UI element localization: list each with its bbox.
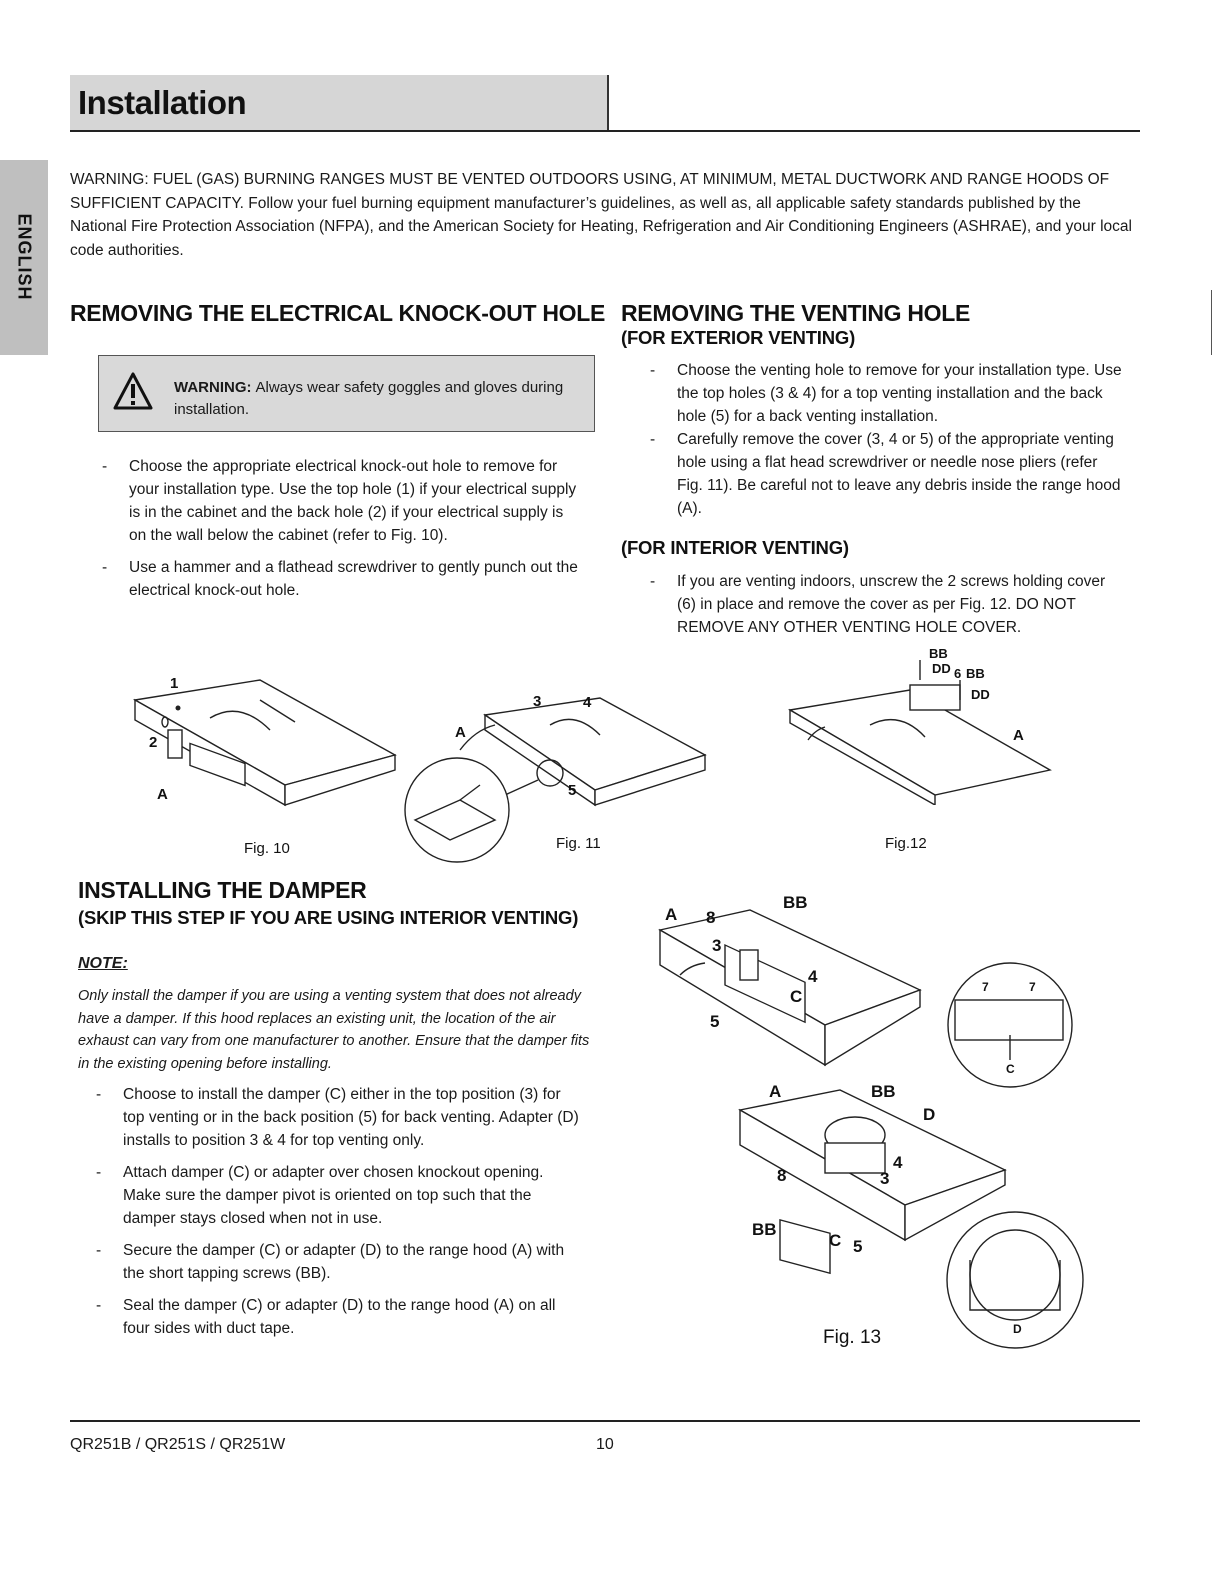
fig11-label-5: 5 (568, 782, 577, 799)
bullet-dash: - (102, 458, 108, 475)
fig13-top-label-c: C (790, 987, 803, 1006)
list-item-text: Choose to install the damper (C) either in the top position (3) for top venting or in the back position (5) for back venting. Adapter (D) installs to position 3 & 4 for top venting only. (123, 1086, 579, 1149)
bullet-dash: - (650, 573, 656, 590)
fig10-label-2: 2 (149, 734, 158, 751)
fig13-inset-label-d: D (1013, 1322, 1022, 1336)
fig13-bottom-label-c: C (829, 1231, 842, 1250)
fig13-top-label-5: 5 (710, 1012, 720, 1031)
fig13-bottom-label-bb-2: BB (752, 1220, 777, 1239)
language-tab-label: ENGLISH (14, 213, 35, 301)
list-item (96, 1161, 581, 1230)
header-rule (70, 130, 1140, 132)
fig12-caption: Fig.12 (885, 835, 927, 852)
list-item (102, 556, 582, 602)
list-item-text: Carefully remove the cover (3, 4 or 5) of the appropriate venting hole using a flat head screwdriver or needle nose pliers (refer Fig. 11). Be careful not to leave any debris inside the range hood (A). (677, 431, 1121, 517)
fig13-top-label-8: 8 (706, 908, 716, 927)
list-item (96, 1294, 581, 1340)
venting-heading: REMOVING THE VENTING HOLE (621, 300, 971, 326)
fuel-warning-paragraph: WARNING: FUEL (GAS) BURNING RANGES MUST BE VENTED OUTDOORS USING, AT MINIMUM, METAL DUCTWORK AND RANGE HOODS OF SUFFICIENT CAPACITY. Follow your fuel burning equipment manufacturer’s guidelines, as well as, all applicable safety standards published by the National Fire Protection Association (NFPA), and the American Society for Heating, Refrigeration and Air Conditioning Engineers (ASHRAE), and your local code authorities. (70, 171, 1132, 259)
list-item (96, 1083, 581, 1152)
list-item-text: Use a hammer and a flathead screwdriver to gently punch out the electrical knock-out hole. (129, 559, 578, 599)
page-edge-mark (1211, 290, 1212, 355)
fig10-caption: Fig. 10 (244, 840, 290, 857)
fig13-top-label-4: 4 (808, 967, 818, 986)
damper-subheading: (SKIP THIS STEP IF YOU ARE USING INTERIOR VENTING) (78, 907, 579, 928)
fig12-label-6: 6 (954, 666, 962, 681)
fig11-label-a: A (455, 724, 466, 741)
list-item (650, 428, 1125, 520)
list-item (650, 359, 1125, 428)
fig12-label-bb-1: BB (929, 646, 948, 661)
fig11-label-4: 4 (583, 694, 592, 711)
fig13-inset-label-7a: 7 (982, 980, 989, 994)
warning-triangle-icon (112, 371, 154, 411)
list-item-text: Seal the damper (C) or adapter (D) to the range hood (A) on all four sides with duct tape. (123, 1297, 556, 1337)
knockout-heading: REMOVING THE ELECTRICAL KNOCK-OUT HOLE (70, 300, 606, 326)
bullet-dash: - (96, 1297, 102, 1314)
list-item-text: If you are venting indoors, unscrew the 2 screws holding cover (6) in place and remove the cover as per Fig. 12. DO NOT REMOVE ANY OTHER VENTING HOLE COVER. (677, 573, 1106, 636)
interior-venting-steps (650, 570, 1120, 639)
fig12-label-bb-2: BB (966, 666, 985, 681)
knockout-steps (102, 455, 582, 611)
fig13-bottom-label-bb: BB (871, 1082, 896, 1101)
bullet-dash: - (96, 1242, 102, 1259)
list-item-text: Attach damper (C) or adapter over chosen knockout opening. Make sure the damper pivot is oriented on top such that the damper stays closed when not in use. (123, 1164, 544, 1227)
fig12-label-dd-2: DD (971, 687, 990, 702)
bullet-dash: - (650, 431, 656, 448)
fig13-bottom-label-3: 3 (880, 1169, 890, 1188)
fig12-label-dd-1: DD (932, 661, 951, 676)
fig13-top-label-3: 3 (712, 936, 722, 955)
fig13-inset-label-c: C (1006, 1062, 1015, 1076)
note-text: Only install the damper if you are using a venting system that does not already have a damper. If this hood replaces an existing unit, the location of the air exhaust can vary from one manufacturer to another. Ensure that the damper fits in the existing opening before installing. (78, 988, 590, 1072)
list-item (650, 570, 1120, 639)
fig13-bottom-label-8: 8 (777, 1166, 787, 1185)
footer-rule (70, 1420, 1140, 1422)
footer-model-numbers: QR251B / QR251S / QR251W (70, 1436, 286, 1453)
exterior-venting-steps (650, 359, 1125, 520)
list-item (96, 1239, 581, 1285)
fig13-inset-label-7b: 7 (1029, 980, 1036, 994)
fig13-bottom-label-5: 5 (853, 1237, 863, 1256)
fig13-top-label-a: A (665, 905, 678, 924)
list-item-text: Secure the damper (C) or adapter (D) to the range hood (A) with the short tapping screws (BB). (123, 1242, 565, 1282)
fig13-caption: Fig. 13 (823, 1327, 882, 1348)
fig10-label-a: A (157, 786, 168, 803)
list-item (102, 455, 582, 547)
figure-11-illustration (400, 680, 710, 880)
bullet-dash: - (102, 559, 108, 576)
damper-heading: INSTALLING THE DAMPER (78, 877, 367, 903)
safety-warning-label: WARNING: (174, 379, 252, 396)
safety-warning-text (174, 377, 584, 421)
fig11-caption: Fig. 11 (556, 835, 601, 852)
bullet-dash: - (96, 1164, 102, 1181)
note-label: NOTE: (78, 955, 128, 972)
figure-13-illustration (650, 895, 1110, 1355)
list-item-text: Choose the appropriate electrical knock-out hole to remove for your installation type. Use the top hole (1) if your electrical supply is in the cabinet and the back hole (2) if your electrical supply is on the wall below the cabinet (refer to Fig. 10). (129, 458, 577, 544)
list-item-text: Choose the venting hole to remove for your installation type. Use the top holes (3 & 4) for a top venting installation and the back hole (5) for a back venting installation. (677, 362, 1122, 425)
page-number: 10 (596, 1436, 614, 1453)
fig13-top-label-bb: BB (783, 893, 808, 912)
fig12-label-a: A (1013, 727, 1024, 744)
bullet-dash: - (96, 1086, 102, 1103)
interior-venting-subheading: (FOR INTERIOR VENTING) (621, 537, 849, 558)
safety-warning-message: Always wear safety goggles and gloves during installation. (174, 379, 564, 418)
fig13-bottom-label-d: D (923, 1105, 936, 1124)
fig13-bottom-label-a: A (769, 1082, 782, 1101)
page-title: Installation (78, 84, 247, 121)
bullet-dash: - (650, 362, 656, 379)
fig10-label-1: 1 (170, 675, 179, 692)
damper-steps (96, 1083, 581, 1349)
fig11-label-3: 3 (533, 693, 542, 710)
fig13-bottom-label-4: 4 (893, 1153, 903, 1172)
exterior-venting-subheading: (FOR EXTERIOR VENTING) (621, 327, 856, 348)
